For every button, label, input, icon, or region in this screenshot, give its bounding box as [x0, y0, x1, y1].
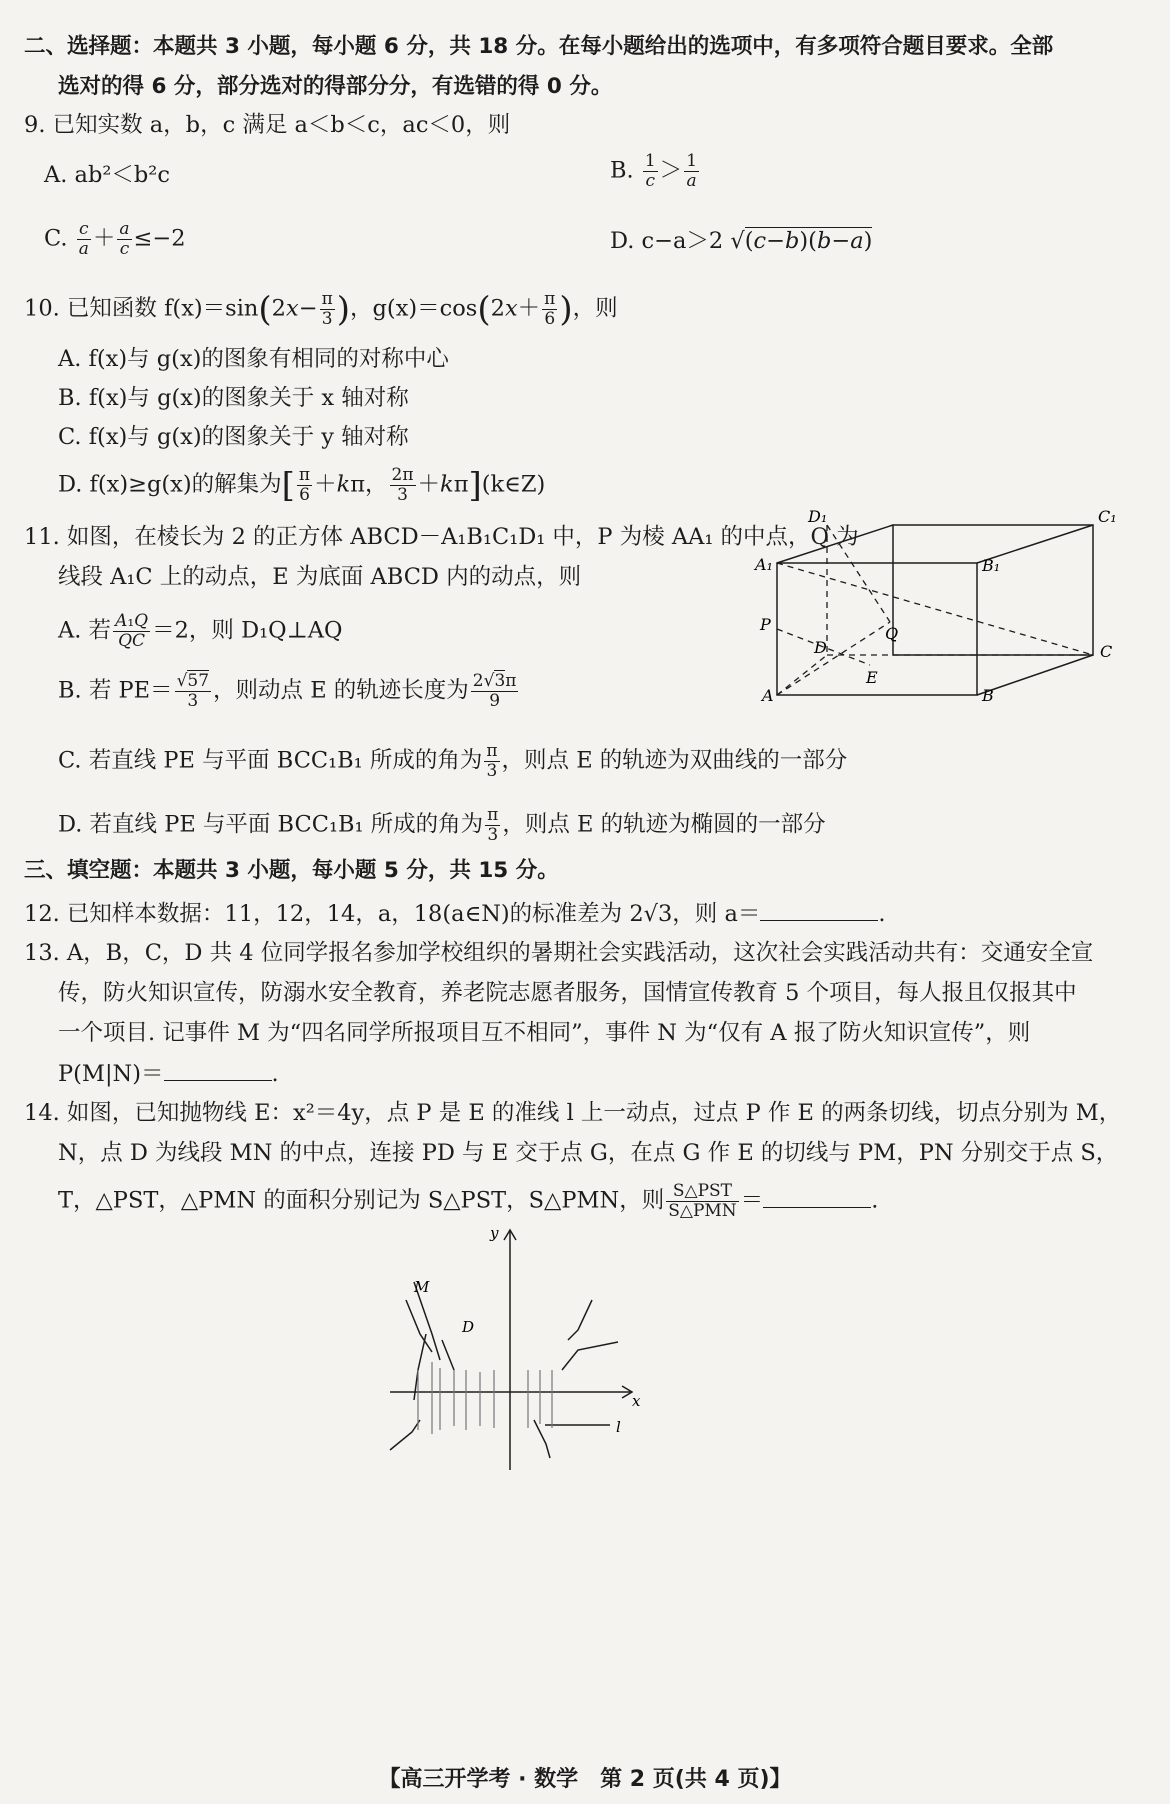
q11-stem-line1: 11. 如图，在棱长为 2 的正方体 ABCD－A₁B₁C₁D₁ 中，P 为棱 AA₁ 的中点，Q 为 — [24, 524, 859, 550]
q9-option-a: A. ab²＜b²c — [44, 162, 170, 188]
q9-stem: 9. 已知实数 a，b，c 满足 a＜b＜c，ac＜0，则 — [24, 112, 511, 138]
point-label-d: D — [462, 1318, 475, 1336]
q12-text: 12. 已知样本数据：11，12，14，a，18(a∈N)的标准差为 2√3，则 a＝ . — [24, 898, 886, 929]
label-B1: B₁ — [982, 556, 1001, 575]
q9-option-d: D. c−a＞2 √(c−b)(b−a) — [610, 228, 873, 254]
label-D: D — [814, 638, 827, 657]
label-C1: C₁ — [1098, 507, 1117, 526]
axis-label-x: x — [632, 1392, 641, 1410]
label-E: E — [866, 668, 878, 687]
label-C: C — [1100, 642, 1113, 661]
label-P: P — [760, 615, 771, 634]
cube-figure — [750, 505, 1170, 720]
q13-line3: 一个项目. 记事件 M 为“四名同学所报项目互不相同”，事件 N 为“仅有 A 报了防火知识宣传”，则 — [58, 1020, 1031, 1046]
axis-label-y: y — [490, 1224, 499, 1242]
label-A1: A₁ — [755, 555, 773, 574]
q11-option-d: D. 若直线 PE 与平面 BCC₁B₁ 所成的角为 $\frac{\pi}{3}$ ，则点 E 的轨迹为椭圆的一部分 — [58, 805, 826, 845]
point-label-m: M — [414, 1278, 430, 1296]
label-D1: D₁ — [808, 507, 828, 526]
label-Q: Q — [885, 624, 899, 643]
q10-option-b: B. f(x)与 g(x)的图象关于 x 轴对称 — [58, 385, 409, 411]
q14-line3: T，△PST，△PMN 的面积分别记为 S△PST，S△PMN，则 S△PST S△PMN ＝ . — [58, 1181, 879, 1221]
q11-option-b: B. 若 PE＝ $\frac{√57}{3}$ ，则动点 E 的轨迹长度为 $\frac{2√3\pi}{9}$ — [58, 671, 517, 711]
q14-line1: 14. 如图，已知抛物线 E：x²＝4y，点 P 是 E 的准线 l 上一动点，过点 P 作 E 的两条切线，切点分别为 M， — [24, 1100, 1122, 1126]
q11-stem-line2: 线段 A₁C 上的动点，E 为底面 ABCD 内的动点，则 — [58, 564, 582, 590]
q14-line2: N，点 D 为线段 MN 的中点，连接 PD 与 E 交于点 G，在点 G 作 E 的切线与 PM，PN 分别交于点 S， — [58, 1140, 1119, 1166]
q10-option-a: A. f(x)与 g(x)的图象有相同的对称中心 — [58, 346, 449, 372]
q10-option-c: C. f(x)与 g(x)的图象关于 y 轴对称 — [58, 424, 409, 450]
q10-option-d: D. f(x)≥g(x)的解集为[ $\frac{\pi}{6}$ ＋kπ， $\frac{2\pi}{3}$ ＋kπ](k∈Z) — [58, 465, 546, 506]
label-A: A — [762, 686, 774, 705]
q13-line1: 13. A，B，C，D 共 4 位同学报名参加学校组织的暑期社会实践活动，这次社会实践活动共有：交通安全宣 — [24, 940, 1094, 966]
q13-line4: P(M|N)＝ . — [58, 1058, 279, 1089]
line-label-l: l — [616, 1418, 621, 1436]
q11-option-a: A. 若 $\frac{\text{A₁Q}}{QC}$ ＝2，则 D₁Q⊥AQ — [58, 611, 343, 651]
section2-header-line1: 二、选择题：本题共 3 小题，每小题 6 分，共 18 分。在每小题给出的选项中，有多项符合题目要求。全部 — [24, 34, 1054, 59]
section3-header: 三、填空题：本题共 3 小题，每小题 5 分，共 15 分。 — [24, 858, 559, 883]
q13-line2: 传，防火知识宣传，防溺水安全教育，养老院志愿者服务，国情宣传教育 5 个项目，每人报且仅报其中 — [58, 980, 1077, 1006]
q9-option-c: C. $\frac{c}{a}$ ＋ $\frac{a}{c}$ ≤−2 — [44, 219, 186, 259]
q10-stem: 10. 已知函数 f(x)＝sin(2x− $\frac{\pi}{3}$ )，g(x)＝cos(2x＋ $\frac{\pi}{6}$ )，则 — [24, 289, 618, 330]
q11-option-c: C. 若直线 PE 与平面 BCC₁B₁ 所成的角为 $\frac{\pi}{3}$ ，则点 E 的轨迹为双曲线的一部分 — [58, 741, 848, 781]
parabola-figure — [370, 1220, 690, 1480]
q9-option-b: B. $\frac{1}{c}$ ＞ $\frac{1}{a}$ — [610, 151, 698, 191]
label-B: B — [982, 686, 994, 705]
section2-header-line2: 选对的得 6 分，部分选对的得部分分，有选错的得 0 分。 — [58, 74, 613, 99]
page-footer: 【高三开学考 · 数学 第 2 页(共 4 页)】 — [378, 1767, 792, 1792]
